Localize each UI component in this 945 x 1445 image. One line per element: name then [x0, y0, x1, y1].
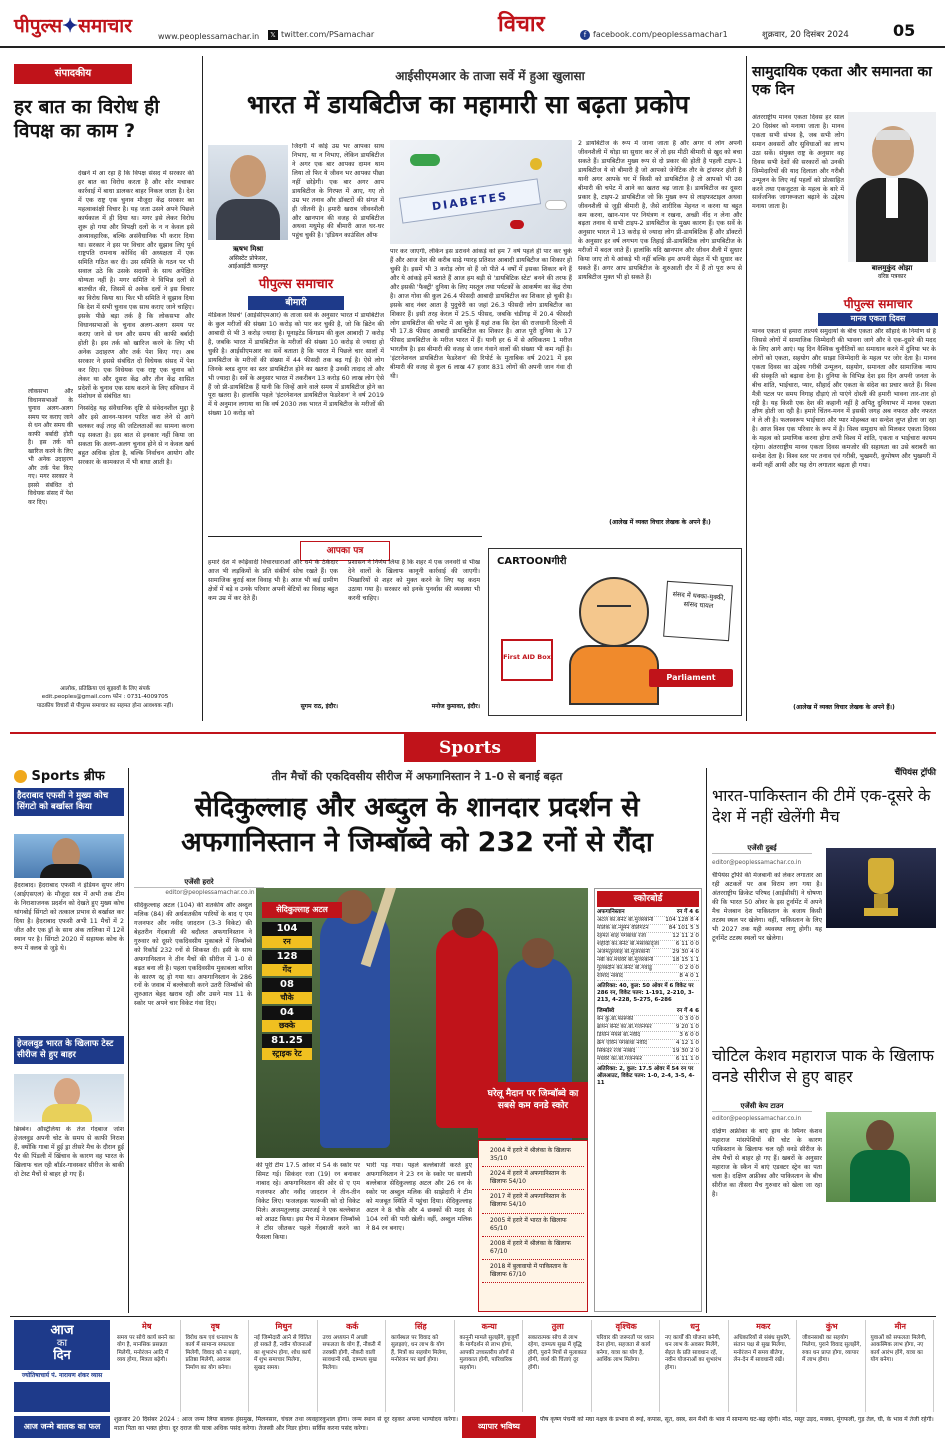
lead-headline: भारत में डायबिटीज का महामारी सा बढ़ता प्रकोप — [246, 90, 690, 119]
website-url[interactable]: www.peoplessamachar.in — [158, 32, 260, 41]
trophy-label: चैंपियंस ट्रॉफी — [894, 768, 936, 778]
low-score-item: 2017 में हरारे में अफगानिस्तान के खिलाफ 54/10 — [482, 1190, 584, 1213]
indpak-body: चैंपियंस ट्रॉफी की मेजबानी को लेकर लगातार आ रही अटकलें पर अब विराम लग गया है। अंतरराष्ट्रीय क्रिकेट परिषद (आईसीसी) ने घोषणा की कि भारत 50 ओवर के इस टूर्नामेंट में अपने मैच मेजबान देश पाकिस्तान के बजाय किसी तटस्थ स्थल पर खेलेगा। वहीं, पाकिस्तान के लिए भी 2027 तक यही व्यवस्था लागू होगी। यह टूर्नामेंट टटस्थ स्थलों पर खेलेगा। — [712, 872, 822, 942]
facebook-icon: f — [580, 30, 590, 40]
astrologer-name: ज्योतिषाचार्य पं. नारायण शंकर व्यास — [14, 1370, 110, 1382]
zodiac-name: मीन — [894, 1322, 906, 1331]
parliament-sign: Parliament — [649, 669, 733, 687]
scoreboard-team2: जिम्बॉब्वे रन गें 4 6 — [597, 1008, 699, 1015]
zodiac-text: परिवार की जरूरतों पर ध्यान देना होगा, सहजता से कार्य बनेगा, यात्रा का योग है, आर्थिक लाभ मिलेगा। — [596, 1334, 654, 1364]
zodiac-text: कानूनी मामले सुलझेंगे, बुजुर्गों के मार्गदर्शन से लाभ होगा, आपकी उच्चस्तरीय लोगों से मुलाकात होगी, पारिवारिक सहयोग। — [459, 1334, 519, 1371]
editorial-pullquote: लोकसभा और विधानसभाओं के चुनाव अलग-अलग समय पर कराए जाने से धन और समय की काफी बर्बादी होती है। इस तर्क को खारिज करने के लिए भी अनेक उदाहरण और तर्क पेश किए गए। मगर सरकार ने इससे संबंधित दो विधेयक संसद में पेश कर दिए। — [28, 388, 73, 506]
diabetes-photo — [390, 140, 572, 244]
low-score-item: 2005 में हरारे में भारत के खिलाफ 65/10 — [482, 1214, 584, 1237]
zodiac-10 — [731, 1320, 798, 1412]
letter-1: हमारे देश में रूढ़िवादी विचारधाराओं और धर्म के ठेकेदार आज भी लड़कियों के प्रति संकीर्ण सोच रखते हैं। एक सामाजिक बुराई बाल विवाह भी है। आज भी कई ग्रामीण क्षेत्रों में बड़े व उनके परिवार अपनी बेटियों का विवाह बहुत कम उम्र में कर देते हैं। — [208, 559, 338, 602]
zodiac-name: कर्क — [346, 1322, 359, 1331]
player-tag: सेदिकुल्लाह अटल — [262, 902, 342, 918]
batter-name: डियोन मेयर्स बो.नवीद — [597, 1032, 641, 1038]
trade-forecast-text: पौष कृष्ण पंचमी को मघा नक्षत्र के प्रभाव से रूई, कपास, सूत, वस्त्र, सन मैथी के भाव में सामान्य घट-बढ़ रहेगी। मोठ, मसूर उड़द, मक्का, मूंगफली, गुड़ तेल, घी, के भाव में तेजी रहेगी। — [540, 1416, 934, 1423]
zodiac-text: युवाओं को सफलता मिलेगी, आकस्मिक लाभ होगा, नए कार्य आरंभ होंगे, यात्रा का योग बनेगा। — [870, 1334, 927, 1364]
batter-figures: 4 12 1 0 — [675, 1039, 699, 1046]
zodiac-name: धनु — [690, 1322, 700, 1331]
author-photo — [208, 145, 288, 240]
maharaj-photo — [826, 1112, 936, 1202]
twitter-link[interactable]: 𝕏 twitter.com/PSamachar — [268, 30, 374, 41]
stat-value: 81.25 — [262, 1034, 312, 1048]
batter-name: अटल का.बेनेट बो.मुजरबानी — [597, 917, 654, 924]
batter-name: क्रेग एर्विन पगबाधा नवीद — [597, 1039, 648, 1046]
batter-figures: 8 4 0 1 — [679, 973, 699, 980]
batter-name: बेन कु.बो.फारूकी — [597, 1016, 634, 1023]
community-topic-tag: मानव एकता दिवस — [818, 313, 938, 326]
scoreboard-extras1: अतिरिक्त: 40, कुल: 50 ओवर में 6 विकेट पर 286 रन, विकेट पतन: 1-191, 2-210, 3-213, 4-228, 5-275, 6-286 — [597, 983, 694, 1004]
maharaj-title: चोटिल केशव महाराज पाक के खिलाफ वनडे सीरीज से हुए बाहर — [712, 1046, 934, 1086]
batter-figures: 19 30 2 0 — [672, 1047, 699, 1054]
batter-figures: 6 11 1 0 — [675, 1055, 699, 1062]
cartoon-label: CARTOONगीरी — [497, 556, 567, 567]
first-aid-box: First AID Box — [501, 639, 553, 681]
player-stats — [262, 922, 312, 1062]
zodiac-8 — [594, 1320, 661, 1412]
horoscope-title-box: आज का दिन ज्योतिषाचार्य पं. नारायण शंकर व्यास — [14, 1320, 110, 1412]
pill-label: DIABETES — [431, 189, 509, 214]
stat-value: 08 — [262, 978, 312, 992]
stat-label: छक्के — [262, 1020, 312, 1032]
community-signoff: (आलेख में व्यक्त विचार लेखक के अपने हैं।) — [793, 704, 895, 711]
lead-signoff: (आलेख में व्यक्त विचार लेखक के अपने हैं।) — [609, 519, 711, 526]
lead-col3: 2 डायबिटीज के रूप में जाना जाता है और अगर ये लोग अपनी जीवनशैली में थोड़ा सा सुधार कर लें तो इस मीठी बीमारी से खुद को बचा सकते हैं। डायबिटीज मुख्य रूप से दो प्रकार की होती है पहली टाइप-1 डायबिटीज ये वो बीमारी है जो आपको जेनेटिक तौर के ट्रांसफर होती है यानी अगर आपके घर में किसी को डायबिटीज है तो आपको भी उस बीमारी की चपेट में आने का खतरा बढ़ जाता है। डायबिटीज का दूसरा प्रकार है, टाइप-2 डायबिटीज जो कि मुख्य रूप से लाइफस्टाइल अथवा जीवनशैली से जुड़ी बीमारी है, जैसे शारीरिक मेहनत न करना या बहुत कम करना, खान-पान पर नियंत्रण न रखना, अच्छी नींद न लेना और बढ़ता तनाव ये सभी टाइप-2 डायबिटीज के मुख्य कारण हैं। एक सर्वे के अनुसार भारत में 13 करोड़ से ज्यादा लोग प्री-डायबिटिक हैं और डॉक्टरों के अनुसार हर वर्ष लगभग एक तिहाई प्री-डायबिटिक लोग डायबिटीज के मरीजों में बदल जाते हैं। हालांकि यदि खानपान और जीवन शैली में सुधार किया जाए तो ये आंकड़े भी नहीं बल्कि हम अपनी सेहत में भी सुधार कर सकते हैं। अगर आप डायबिटीज के शुरुआती दौर में हैं तो पूरा रूप से डायबिटीज मुक्त भी हो सकते हैं। — [578, 140, 742, 282]
scoreboard-row — [597, 965, 699, 973]
batter-figures: 104 128 8 4 — [665, 917, 699, 924]
divider — [128, 768, 129, 1313]
batter-name: अजमतुल्लाह बो.मुजरबानी — [597, 949, 650, 956]
brief2-photo — [14, 1074, 124, 1122]
cartoon-note: संसद में धक्का-मुक्की, सांसद घायल — [663, 581, 733, 641]
letter-2-sign: मनोज कुमावत, इंदौर। — [431, 703, 480, 710]
indpak-title: भारत-पाकिस्तान की टीमें एक-दूसरे के देश में नहीं खेलेंगी मैच — [712, 786, 931, 826]
community-intro: अंतरराष्ट्रीय मानव एकता दिवस हर साल 20 दिसंबर को मनाया जाता है। मानव एकता सभी संभव है, जब सभी लोग समान अवसरों और सुविधाओं का लाभ उठा सकें। संयुक्त राष्ट्र के अनुसार वह दिवस सभी देशों की सरकारों को उनकी जिम्मेदारियों की याद दिलाता और गरीबी उन्मूलन के लिए नई पहलों को प्रोत्साहित करने तथा एकजुटता के महत्व के बारे में सार्वजनिक जागरूकता बढ़ाने के उद्देश्य मनाया जाता है। — [752, 114, 844, 211]
facebook-link[interactable]: f facebook.com/peoplessamachar1 — [580, 30, 728, 41]
low-score-item: 2024 में हरारे में अफगानिस्तान के खिलाफ 54/10 — [482, 1167, 584, 1190]
batter-name: मधेवेरे का.बो.गजनफर — [597, 1055, 642, 1062]
batter-figures: 0 3 0 0 — [679, 1016, 699, 1023]
community-logo-box: पीपुल्स समाचार मानव एकता दिवस — [818, 296, 938, 326]
scoreboard-row — [597, 933, 699, 941]
brief2-title: हेजलवुड भारत के खिलाफ टेस्ट सीरीज से हुए बाहर — [14, 1036, 124, 1064]
batter-figures: 0 2 0 0 — [679, 965, 699, 972]
zodiac-name: मकर — [756, 1322, 771, 1331]
community-title: सामुदायिक एकता और समानता का एक दिन — [752, 64, 932, 98]
lead-intro: जिंदगी में कोई उम्र भर आपका साथ निभाए, या न निभाए, लेकिन डायबिटीज ने अगर एक बार आपका दामन थाम लिया तो फिर ये जीवन भर आपका पीछा नहीं छोड़ेगी। एक बार अगर आप डायबिटीज के गिरफ्त में आए, गए तो उम्र भर तनाव और डॉक्टरों की संगत में ही जीतनी है। हमारी खराब जीवनशैली और खानपान की वजह से डायबिटीज अथवा मधुमेह की बीमारी आज घर-घर पहुंच चुकी है। 'इंडियन काउंसिल ऑफ — [292, 143, 384, 240]
community-author-photo — [848, 112, 936, 262]
community-body: मानव एकता से हमारा तात्पर्य समुदायों के बीच एकता और सौहार्द के निर्माण से है जिससे लोगों में सामाजिक जिम्मेदारी की भावना जागे और वे एक-दूसरे की मदद के लिए आगे आएं। यह दिन वैश्विक चुनौतियों का समाधान करने में दुनिया भर के लोगों को एकता, सहयोग और साझा जिम्मेदारी के महत्व पर जोर देता है। मानव एकता दिवस का उद्देश्य गरीबी उन्मूलन, सहयोग, समानता और सामाजिक न्याय की संस्कृति को बढ़ावा देना है। दुनिया के विभिन्न देश इस दिन अपनी जनता के बीच शांति, भाईचारा, प्यार, सौहार्द और एकता के संदेश का प्रचार करते हैं। विश्व मैत्री पटल पर समय निगाह दौड़ाएं तो पाएंगे दोस्ती की हमारी भावना तार-तार हो रही है। यह किसी एक देश की कहानी नहीं है अपितु दुनियाभर में मानव एकता क्षीण होती जा रही है। हमारे चिंतन-मनन में इसकी जगह अब नफरत और नफरत ने ले ली है। फलस्वरूप भाईचारा और प्यार मोहब्बत का सन्देश लुप्त होता जा रहा है। आज विश्व एक परिवार के रूप में है। विश्व समुदाय को मिलकर एकता दिवस के महत्व को प्रमाणिक करना होगा तभी विश्व में शांति, एकता व भाईचारा कायम रहेगा। अंतरराष्ट्रीय मानव एकता दिवस कमजोर की सहायता का उसे बराबरी का सन्देश देता है। विश्व स्तर पर तनाव एवं गरीबी, भुखमरी, कुपोषण और भुखमरी में कमी नहीं आयी और यह रोग लगातार बढ़ता ही गया। — [752, 328, 936, 470]
scoreboard-row — [597, 1048, 699, 1056]
low-score-title: घरेलू मैदान पर जिम्बॉब्वे का सबसे कम वनडे स्कोर — [478, 1082, 588, 1138]
zodiac-name: तुला — [551, 1322, 564, 1331]
scoreboard-row — [597, 1032, 699, 1040]
zodiac-text: अधिकारियों से संबंध सुधरेंगे, संतान पक्ष से सुख मिलेगा, मनोरंजन में समय बीतेगा, लेन-देन में सावधानी रखें। — [733, 1334, 791, 1364]
batter-figures: 9 20 1 0 — [675, 1024, 699, 1031]
brief1-body: हैदराबाद। हैदराबाद एफसी ने इंडियन सुपर लीग (आईएसएल) के मौजूदा सत्र में अभी तक टीम के निराशाजनक प्रदर्शन को देखते हुए मुख्य कोच थांगबोई सिंगटो को तत्काल प्रभाव से बर्खास्त कर दिया है। हैदराबाद एफसी अभी 11 मैचों में 2 जीत और एक ड्रॉ के साथ अंक तालिका में 12वें स्थान पर है। सिंगटो 2020 में सहायक कोच के रूप में क्लब से जुड़े थे। — [14, 882, 124, 952]
zodiac-text: जीवनसाथी का सहयोग मिलेगा, पुराने विवाद सुलझेंगे, रुका धन प्राप्त होगा, व्यापार में लाभ होगा। — [802, 1334, 862, 1364]
sports-band: Sports — [404, 734, 536, 762]
batter-name: ब्रायन बेनेट का.बो.गजनफर — [597, 1024, 652, 1031]
page-number: 05 — [893, 21, 916, 40]
sports-byline: एजेंसी हरारे — [134, 878, 264, 888]
editorial-body: देखने में आ रहा है कि विपक्ष संसद में सरकार की हर बात का विरोध करता है और शोर मचाकर कार्रवाई में बाधा डालकर बाहर निकल जाता है। देश में एक राष्ट्र एक चुनाव मौजूदा केंद्र सरकार का महत्वाकांक्षी विचार है। यह जता उसने अपने पिछले कार्यकाल में ही दिया था। मगर इसे लेकर विरोध शुरू हो गया और विपक्षी दलों के न न केवल इसे अव्यावहारिक, बल्कि असंवैधानिक भी करार दिया था। सरकार ने इस पर विचार और सुझाव लिए पूर्व राष्ट्रपति रामनाथ कोविंद की अध्यक्षता में एक समिति गठित कर दी। उस समिति के गठन पर भी सवाल उठे कि उसके सदस्यों के साथ अपेक्षित योग्यता नहीं है। मगर समिति ने विभिन्न दलों से बातचीत की, जिसमें से अनेक दलों ने इस विचार का विरोध किया था। फिर भी समिति ने सुझाव दिया कि देश में सभी चुनाव एक साथ कराए जाने चाहिए। इसके पीछे बड़ा तर्क है कि लोकसभा और विधानसभाओं के चुनाव अलग-अलग समय पर कराए जाने से धन और समय की काफी बर्बादी होती है। इस तर्क को खारिज करने के लिए भी अनेक उदाहरण और तर्क पेश किए गए। अब सरकार ने इससे संबंधित दो विधेयक संसद में पेश कर दिए। एक विधेयक एक राष्ट्र एक चुनाव को लेकर था और दूसरा केंद्र और तीन केंद्र शासित प्रदेशों के चुनाव एक साथ कराने के लिए संविधान में संशोधन से संबंधित था। निस्संदेह यह संवैधानिक दृष्टि से संवेदनशील मुद्दा है और इसे आनन-फानन पारित करा लेने से आगे चलकर कई तरह की जटिलताओं का सामना करना पड़ सकता है। इस बात से इनकार नहीं किया जा सकता कि अलग-अलग चुनाव होने से न केवल खर्च बहुत अधिक होता है, बल्कि निर्वाचन आयोग और सरकार के कामकाज में भी बाधा आती है। — [78, 170, 194, 466]
zodiac-name: कुंभ — [825, 1322, 838, 1331]
divider — [746, 56, 747, 721]
maharaj-byline: एजेंसी केप टाउन — [712, 1102, 812, 1112]
stat-label: गेंद — [262, 964, 312, 976]
scoreboard-row — [597, 941, 699, 949]
batter-name: रहमत शाह पगबाधा रजा — [597, 933, 647, 940]
stat-value: 04 — [262, 1006, 312, 1020]
page-header — [0, 0, 945, 48]
divider — [706, 768, 707, 1313]
batter-name: शहीदी का.बेनेट बो.मसाकाद्जा — [597, 941, 660, 948]
zodiac-name: मेष — [142, 1322, 152, 1331]
sports-kicker: तीन मैचों की एकदिवसीय सीरीज में अफगानिस्तान ने 1-0 से बनाई बढ़त — [271, 770, 563, 783]
low-score-list — [478, 1140, 588, 1312]
stat-value: 128 — [262, 950, 312, 964]
zodiac-name: कन्या — [481, 1322, 497, 1331]
stat-label: स्ट्राइक रेट — [262, 1048, 312, 1060]
x-icon: 𝕏 — [268, 30, 278, 40]
zodiac-name: वृष — [210, 1322, 220, 1331]
brief1-photo — [14, 834, 124, 878]
scoreboard-row — [597, 1040, 699, 1048]
batter-name: नबी का.मधेवेरे बो.मुजरबानी — [597, 957, 654, 964]
born-today-text: शुक्रवार 20 दिसंबर 2024 : आज जन्म लिया बालक हंसमुख, मिलनसार, चंचल तथा व्यवहारकुशल होगा। जन्म स्थान से दूर रहकर अपना भाग्योदय करेगा। माता पिता का भक्त होगा। दूर दराज की यात्रा अधिक पसंद करेगा। तेजस्वी और निडर होगा। सर्विस करना पसंद करेगा। — [114, 1416, 458, 1432]
sports-headline: सेदिकुल्लाह और अब्दुल के शानदार प्रदर्शन से अफगानिस्तान ने जिम्बॉब्वे को 232 रनों से रौंदा — [181, 792, 653, 859]
lead-col2: पार कर जाएगी, लेकिन इस डरावने आंकड़े को हम 7 वर्ष पहले ही पार कर चुके हैं और आज देश की करीब साढ़े ग्यारह प्रतिशत आबादी डायबिटीज का शिकार हो चुकी है। इसमें भी 3 करोड़ लोग वो हैं जो पीते 4 वर्षों में इसका शिकार बने हैं और ये आंकड़े हमें बताते हैं आज हम बड़ी से 'डायबिटिक स्टेट' बनने की तरफ हैं और इसकी 'फैक्ट्री' दुनिया के लिए मस्तूल तथा पर्यटकों के आकर्षण का केंद्र रोया है। आज गोवा की कुल 26.4 फीसदी आबादी डायबिटीज का शिकार हो चुकी है। इसके बाद नंबर आता है पुदुचेरी का जहां 26.3 फीसदी लोग डायबिटीज का शिकार हैं। इसी तरह केरल में 25.5 फीसद, जबकि चंडीगढ़ में 20.4 फीसदी लोग डायबिटीज की चपेट में आ चुके हैं यहां तक कि देश की राजधानी दिल्ली में भी 17.8 फीसद आबादी डायबिटीज का शिकार है। आज पूरी दुनिया के 17 फीसद डायबिटीज के मरीज भारत में हैं। यानी हर 6 में से अधिकतम 1 मरीज भारतीय है। इस बीमारी की वजह से जान गंवाने वालों की संख्या भी कम नहीं है। 'इंटरनेशनल डायबिटीज फेडरेशन' की रिपोर्ट के मुताबिक वर्ष 2021 में इस बीमारी की वजह से कुल 6 लाख 47 हजार 831 लोगों की अपनी जान गंवा दी थी। — [390, 248, 572, 381]
zodiac-text: समय पर सोचे कार्य बनने का योग है, मानसिक प्रसन्नता मिलेगी, मनोरंजन आदि में व्यय होगा, मित्रता बढ़ेगी। — [117, 1334, 175, 1364]
batter-figures: 29 30 4 0 — [672, 949, 699, 956]
batter-figures: 18 15 1 1 — [672, 957, 699, 964]
batter-figures: 6 11 0 0 — [675, 941, 699, 948]
scoreboard-team1: अफगानिस्तान रन गें 4 6 — [597, 909, 699, 916]
zodiac-12 — [868, 1320, 935, 1412]
masthead-logo[interactable]: पीपुल्स✦समाचार — [14, 15, 132, 37]
maharaj-body: दक्षिण अफ्रीका के बाएं हाथ के स्पिनर केशव महाराज मांसपेशियों की चोट के कारण पाकिस्तान के खिलाफ चल रही वनडे सीरीज के शेष मैचों से बाहर हो गए हैं। खबरों के अनुसार महाराज के स्कैन में बाएं एडक्टर स्ट्रेन का पता चला है। दक्षिण अफ्रीका और पाकिस्तान के बीच सीरीज का तीसरा मैच गुरुवार को खेला जा रहा है। — [712, 1128, 822, 1198]
batter-name: राशिद नाबाद — [597, 973, 623, 980]
lead-topic-tag: बीमारी — [248, 296, 344, 310]
sports-col1: सेदिकुल्लाह अटल (104) की शतकीय और अब्दुल मलिक (84) की अर्धशतकीय पारियों के बाद ए एम गजनफर और नवीद जादरान (3-3 विकेट) की बेहतरीन गेंदबाजी की बदौलत अफगानिस्तान ने गुरुवार को दूसरे एकदिवसीय मुकाबले में जिम्बॉब्वे को रिकॉर्ड 232 रनों से शिकस्त दी। इसी के साथ अफगानिस्तान ने तीन मैचों की सीरीज में 1-0 से बढ़त बना ली है। पहला एकदिवसीय मुकाबला बारिश के कारण रद्द हो गया था। अफगानिस्तान के 286 रनों के जवाब में बल्लेबाजी करने उतरी जिम्बॉब्वे की शुरुआत बेहद खराब रही और उसने मात्र 11 के स्कोर पर अपने चार विकेट गंवा दिए। — [134, 902, 252, 1008]
zodiac-7 — [525, 1320, 592, 1412]
trophy-photo — [826, 848, 936, 928]
editorial-footer: आलोक, प्रतिक्रिया एवं सुझावों के लिए संपर्क edit.peoples@gmail.com फोन : 0731-4009705 पाठकीय विचारों से पीपुल्स समाचार का सहमत होना आवश्यक नहीं। — [10, 685, 200, 710]
scoreboard-extras2: अतिरिक्त: 2, कुल: 17.5 ओवर में 54 रन पर ऑलआउट, विकेट पतन: 1-0, 2-4, 3-5, 4-11 — [597, 1065, 695, 1086]
trade-forecast-label: व्यापार भविष्य — [462, 1416, 536, 1438]
issue-date: शुक्रवार, 20 दिसंबर 2024 — [762, 30, 849, 40]
batter-figures: 3 6 0 0 — [679, 1032, 699, 1038]
letter-2: प्रशासन ने निर्णय लिया है कि शहर में एक जनवरी से भीख देने वालों के खिलाफ कानूनी कार्रवाई की जाएगी। भिखारियों से शहर को मुक्त करने के लिए यह कदम उठाया गया है। सरकार को इनके पुनर्वास की व्यवस्था भी करनी चाहिए। — [348, 559, 480, 602]
sports-email[interactable]: editor@peoplessamachar.co.in — [165, 890, 255, 896]
batter-name: मलिक बो.न्यूमेन वेलिंगटन — [597, 925, 649, 932]
batter-figures: 84 101 5 3 — [668, 925, 699, 932]
zodiac-text: सकारात्मक सोच से लाभ रहेगा, दाम्पत्य सुख में वृद्धि होगी, पुराने मित्रों से मुलाकात होगी, व्यर्थ की चिंताएं दूर होंगी। — [528, 1334, 587, 1371]
scoreboard-row — [597, 1056, 699, 1064]
indpak-email[interactable]: editor@peoplessamachar.co.in — [712, 860, 802, 866]
section-title: विचार — [498, 11, 545, 37]
divider — [10, 1316, 936, 1317]
maharaj-email[interactable]: editor@peoplessamachar.co.in — [712, 1116, 802, 1122]
zodiac-text: उच्च अध्ययन में अच्छी सफलता के योग हैं, नौकरी में तरक्की होगी, नौकरी वाली सावधानी रखें, दाम्पत्य सुख मिलेगा। — [322, 1334, 381, 1371]
zodiac-text: कार्यस्थल पर विवाद को सुलझाएं, धन लाभ के योग हैं, मित्रों का सहयोग मिलेगा, मनोरंजन पर खर्च होगा। — [391, 1334, 448, 1364]
lead-col1: मेडिकल रिसर्च' (आईसीएमआर) के ताजा सर्वे के अनुसार भारत में डायबिटीज के कुल मरीजों की संख्या 10 करोड़ को पार कर चुकी है, जो कि ब्रिटेन की आबादी से भी 3 करोड़ ज्यादा है। यूनाइटेड किंगडम की कुल आबादी 7 करोड़ है, जबकि भारत में डायबिटीज के मरीजों की संख्या 10 करोड़ से ज्यादा हो चुकी है। आईसीएमआर का सर्वे बताता है कि भारत में पिछले चार सालों में डायबिटीज के मरीजों की संख्या में 44 फीसदी तक बढ़ गई है। ऐसे लोग जिनके ब्लड शुगर का स्तर डायबिटीज होने का खतरा है उनकी तादाद तो और भी ज्यादा है। सर्वे के अनुसार भारत में तकरीबन 13 करोड़ 60 लाख लोग ऐसे हैं जो प्री-डायबिटिक हैं यानी कि जिन्हें आने वाले समय में डायबिटीज होने का पूरा खतरा है। हालांकि पहले 'इंटरनेशनल डायबिटीज फेडरेशन' ने वर्ष 2019 में ये अनुमान लगाया था कि वर्ष 2030 तक भारत में डायबिटीज के मरीजों की संख्या 10 करोड़ को — [208, 312, 384, 418]
letters-section — [208, 536, 482, 720]
zodiac-name: मिथुन — [275, 1322, 292, 1331]
zodiac-2 — [183, 1320, 250, 1412]
batter-figures: 12 11 2 0 — [672, 933, 699, 940]
scoreboard — [594, 888, 702, 1312]
zodiac-4 — [320, 1320, 387, 1412]
scoreboard-row — [597, 1024, 699, 1032]
stat-label: चौके — [262, 992, 312, 1004]
scoreboard-row — [597, 973, 699, 981]
ball-icon — [14, 770, 27, 783]
cartoon-panel — [488, 548, 742, 716]
divider — [202, 56, 203, 721]
author-credit: ऋषभ मिश्रा असिस्टेंट प्रोफेसर, आईआईटी कानपुर — [228, 245, 268, 271]
brief2-body: ब्रिस्बेन। ऑस्ट्रेलिया के तेज गेंदबाज जोश हेजलवुड अपनी चोट के समय से काफी निराश हैं, क्योंकि गाबा में हुई ड्रा तीसरे मैच के दौरान हुई पैर की पिंडली में खिंचाव के कारण वह भारत के खिलाफ चल रही बॉर्डर-गावस्कर सीरीज के बाकी दो टेस्ट मैचों से बाहर हो गए हैं। — [14, 1126, 124, 1178]
zodiac-1 — [114, 1320, 181, 1412]
brief1-title: हैदराबाद एफसी ने मुख्य कोच सिंगटो को बर्खास्त किया — [14, 788, 124, 816]
scoreboard-title: स्कोरबोर्ड — [597, 891, 699, 907]
batter-name: गुलबदीन का.बेनेट बो.गवांडु — [597, 965, 652, 972]
zodiac-text: नए कार्यों की योजना बनेगी, धन लाभ के अवसर मिलेंगे, सेहत के प्रति सावधान रहें, नवीन योजनाओं का शुभारंभ होगा। — [665, 1334, 722, 1371]
zodiac-name: वृश्चिक — [615, 1322, 637, 1331]
zodiac-text: नई जिम्मेदारी आने से चिंतित हो सकते हैं, नवीन योजनाओं का शुभारंभ होगा, शोध कार्य में शुभ समाचार मिलेगा, सुखद समय। — [254, 1334, 312, 1371]
zodiac-text: विरोध कम एवं धनलाभ के कार्य में सामान्य सफलता मिलेगी, विवाद को न बढ़ाएं, प्रतिष्ठा मिलेगी, आवास निर्माण का योग बनेगा। — [185, 1334, 242, 1371]
editorial-title: हर बात का विरोध ही विपक्ष का काम ? — [14, 96, 160, 142]
zodiac-9 — [662, 1320, 729, 1412]
letters-label: आपका पत्र — [300, 541, 390, 561]
low-score-item: 2018 में बुलावायो में पाकिस्तान के खिलाफ 67/10 — [482, 1260, 584, 1283]
zodiac-6 — [457, 1320, 524, 1412]
stat-label: रन — [262, 936, 312, 948]
low-score-item: 2004 में हरारे में श्रीलंका के खिलाफ 35/10 — [482, 1144, 584, 1167]
sports-brief-label: Sports ब्रीफ — [14, 768, 124, 786]
letter-1-sign: सुगम राठ, इंदौर। — [300, 703, 338, 710]
zodiac-3 — [251, 1320, 318, 1412]
scoreboard-row — [597, 925, 699, 933]
editorial-label: संपादकीय — [14, 64, 132, 84]
lead-kicker: आईसीएमआर के ताजा सर्वे में हुआ खुलासा — [395, 69, 585, 83]
zodiac-11 — [799, 1320, 866, 1412]
batter-name: सिकंदर रजा नाबाद — [597, 1047, 636, 1054]
community-author-credit: बालमुकुंद ओझा वरिष्ठ पत्रकार — [871, 264, 913, 281]
scoreboard-row — [597, 917, 699, 925]
indpak-byline: एजेंसी दुबई — [712, 844, 812, 854]
stat-value: 104 — [262, 922, 312, 936]
zodiac-name: सिंह — [414, 1322, 427, 1331]
low-score-item: 2008 में हरारे में श्रीलंका के खिलाफ 67/10 — [482, 1237, 584, 1260]
editorial-email[interactable]: edit.peoples@gmail.com फोन : 0731-4009705 — [41, 694, 169, 701]
scoreboard-row — [597, 949, 699, 957]
sports-col3: भारी पड़ गया। पहले बल्लेबाजी करते हुए अफगानिस्तान ने 23 रन के स्कोर पर सलामी बल्लेबाज सेदिकुल्लाह अटल और 26 रन के स्कोर पर अब्दुल मलिक की साझेदारी ने टीम को मजबूत स्थिति में पहुंचा दिया। सेदिकुल्लाह अटल ने 8 चौके और 4 छक्कों की मदद से 104 रनों की पारी खेली। वहीं, अब्दुल मलिक ने 84 रन बनाए। — [366, 1162, 472, 1232]
scoreboard-row — [597, 1016, 699, 1024]
zodiac-5 — [388, 1320, 455, 1412]
sports-col2: की पूरी टीम 17.5 ओवर में 54 के स्कोर पर सिमट गई। सिकंदर रजा (19) रन बनाकर नाबाद रहे। अफगानिस्तान की ओर से ए एम गजनफर और नवीद जादरान ने तीन-तीन विकेट लिए। फजलहक फारूकी को दो विकेट मिले। अजमतुल्लाह उमरजई ने एक बल्लेबाज को आउट किया। इस मैच में मेजबान जिम्बॉब्वे ने टॉस जीतकर पहले गेंदबाजी करने का फैसला किया। — [256, 1162, 360, 1241]
scoreboard-row — [597, 957, 699, 965]
lead-logo-box: पीपुल्स समाचार बीमारी — [208, 276, 384, 308]
born-today-label: आज जन्मे बालक का फल — [14, 1416, 110, 1438]
